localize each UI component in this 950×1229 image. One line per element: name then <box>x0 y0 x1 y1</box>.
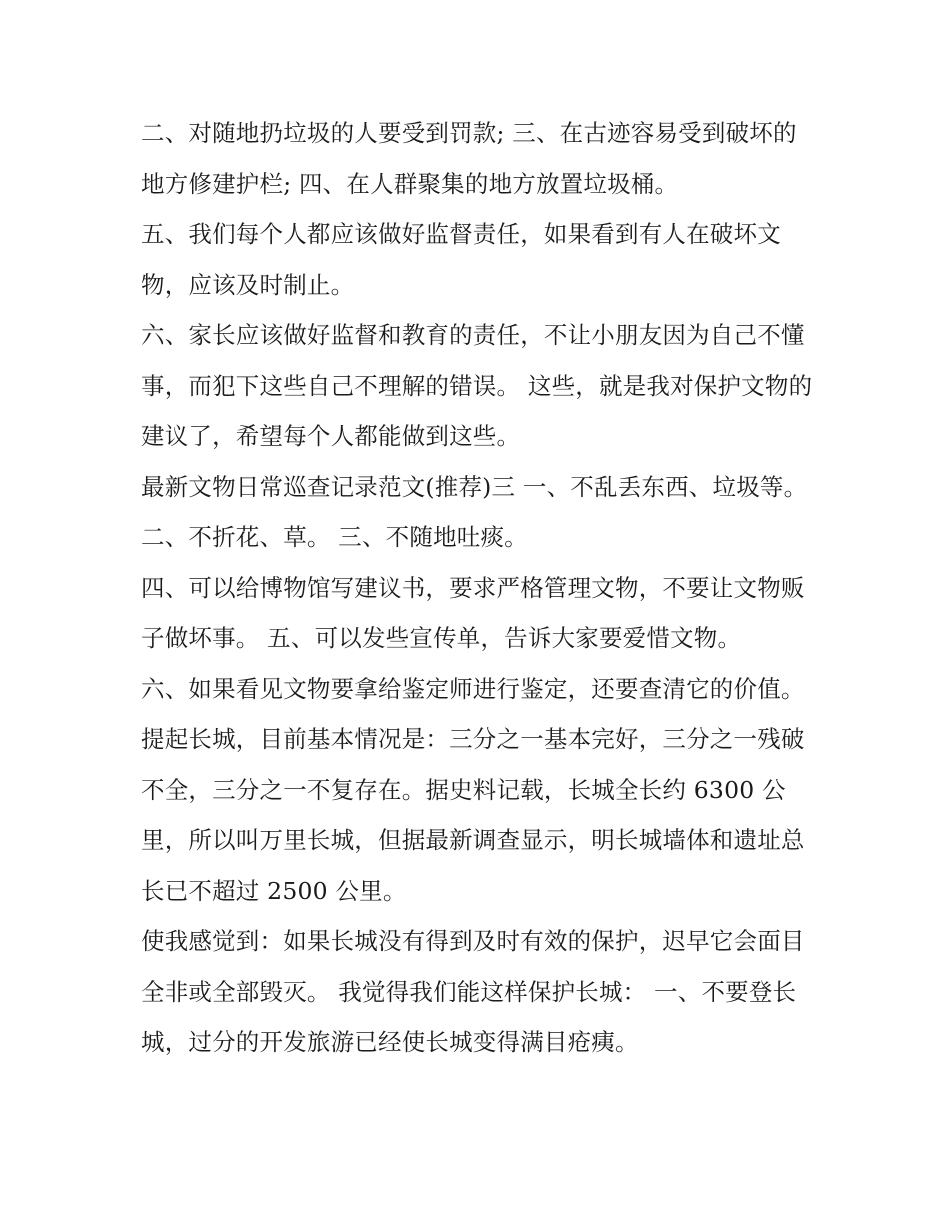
paragraph-sample-three: 最新文物日常巡查记录范文(推荐)三 一、不乱丢东西、垃圾等。 二、不折花、草。 三、不随地吐痰。 <box>141 472 808 551</box>
paragraph-fines-guardrails-bins: 二、对随地扔垃圾的人要受到罚款; 三、在古迹容易受到破坏的地方修建护栏; 四、在人群聚集的地方放置垃圾桶。 <box>141 119 797 198</box>
paragraph-great-wall-status: 提起长城，目前基本情况是：三分之一基本完好，三分之一残破不全，三分之一不复存在。据史料记载，长城全长约 6300 公里，所以叫万里长城，但据最新调查显示，明长城墙体和遗址总长已不超过 2500 公里。 <box>141 725 805 905</box>
paragraph-parents-education: 六、家长应该做好监督和教育的责任，不让小朋友因为自己不懂事，而犯下这些自己不理解的错误。 这些，就是我对保护文物的建议了，希望每个人都能做到这些。 <box>141 321 813 450</box>
paragraph-museum-suggestion: 四、可以给博物馆写建议书，要求严格管理文物，不要让文物贩子做坏事。 五、可以发些宣传单，告诉大家要爱惜文物。 <box>141 573 805 652</box>
paragraph-supervision-duty: 五、我们每个人都应该做好监督责任，如果看到有人在破坏文物，应该及时制止。 <box>141 220 781 299</box>
paragraph-great-wall-protection: 使我感觉到：如果长城没有得到及时有效的保护，迟早它会面目全非或全部毁灭。 我觉得我们能这样保护长城： 一、不要登长城，过分的开发旅游已经使长城变得满目疮痍。 <box>141 927 805 1056</box>
paragraph-appraisal: 六、如果看见文物要拿给鉴定师进行鉴定，还要查清它的价值。 <box>141 674 805 703</box>
